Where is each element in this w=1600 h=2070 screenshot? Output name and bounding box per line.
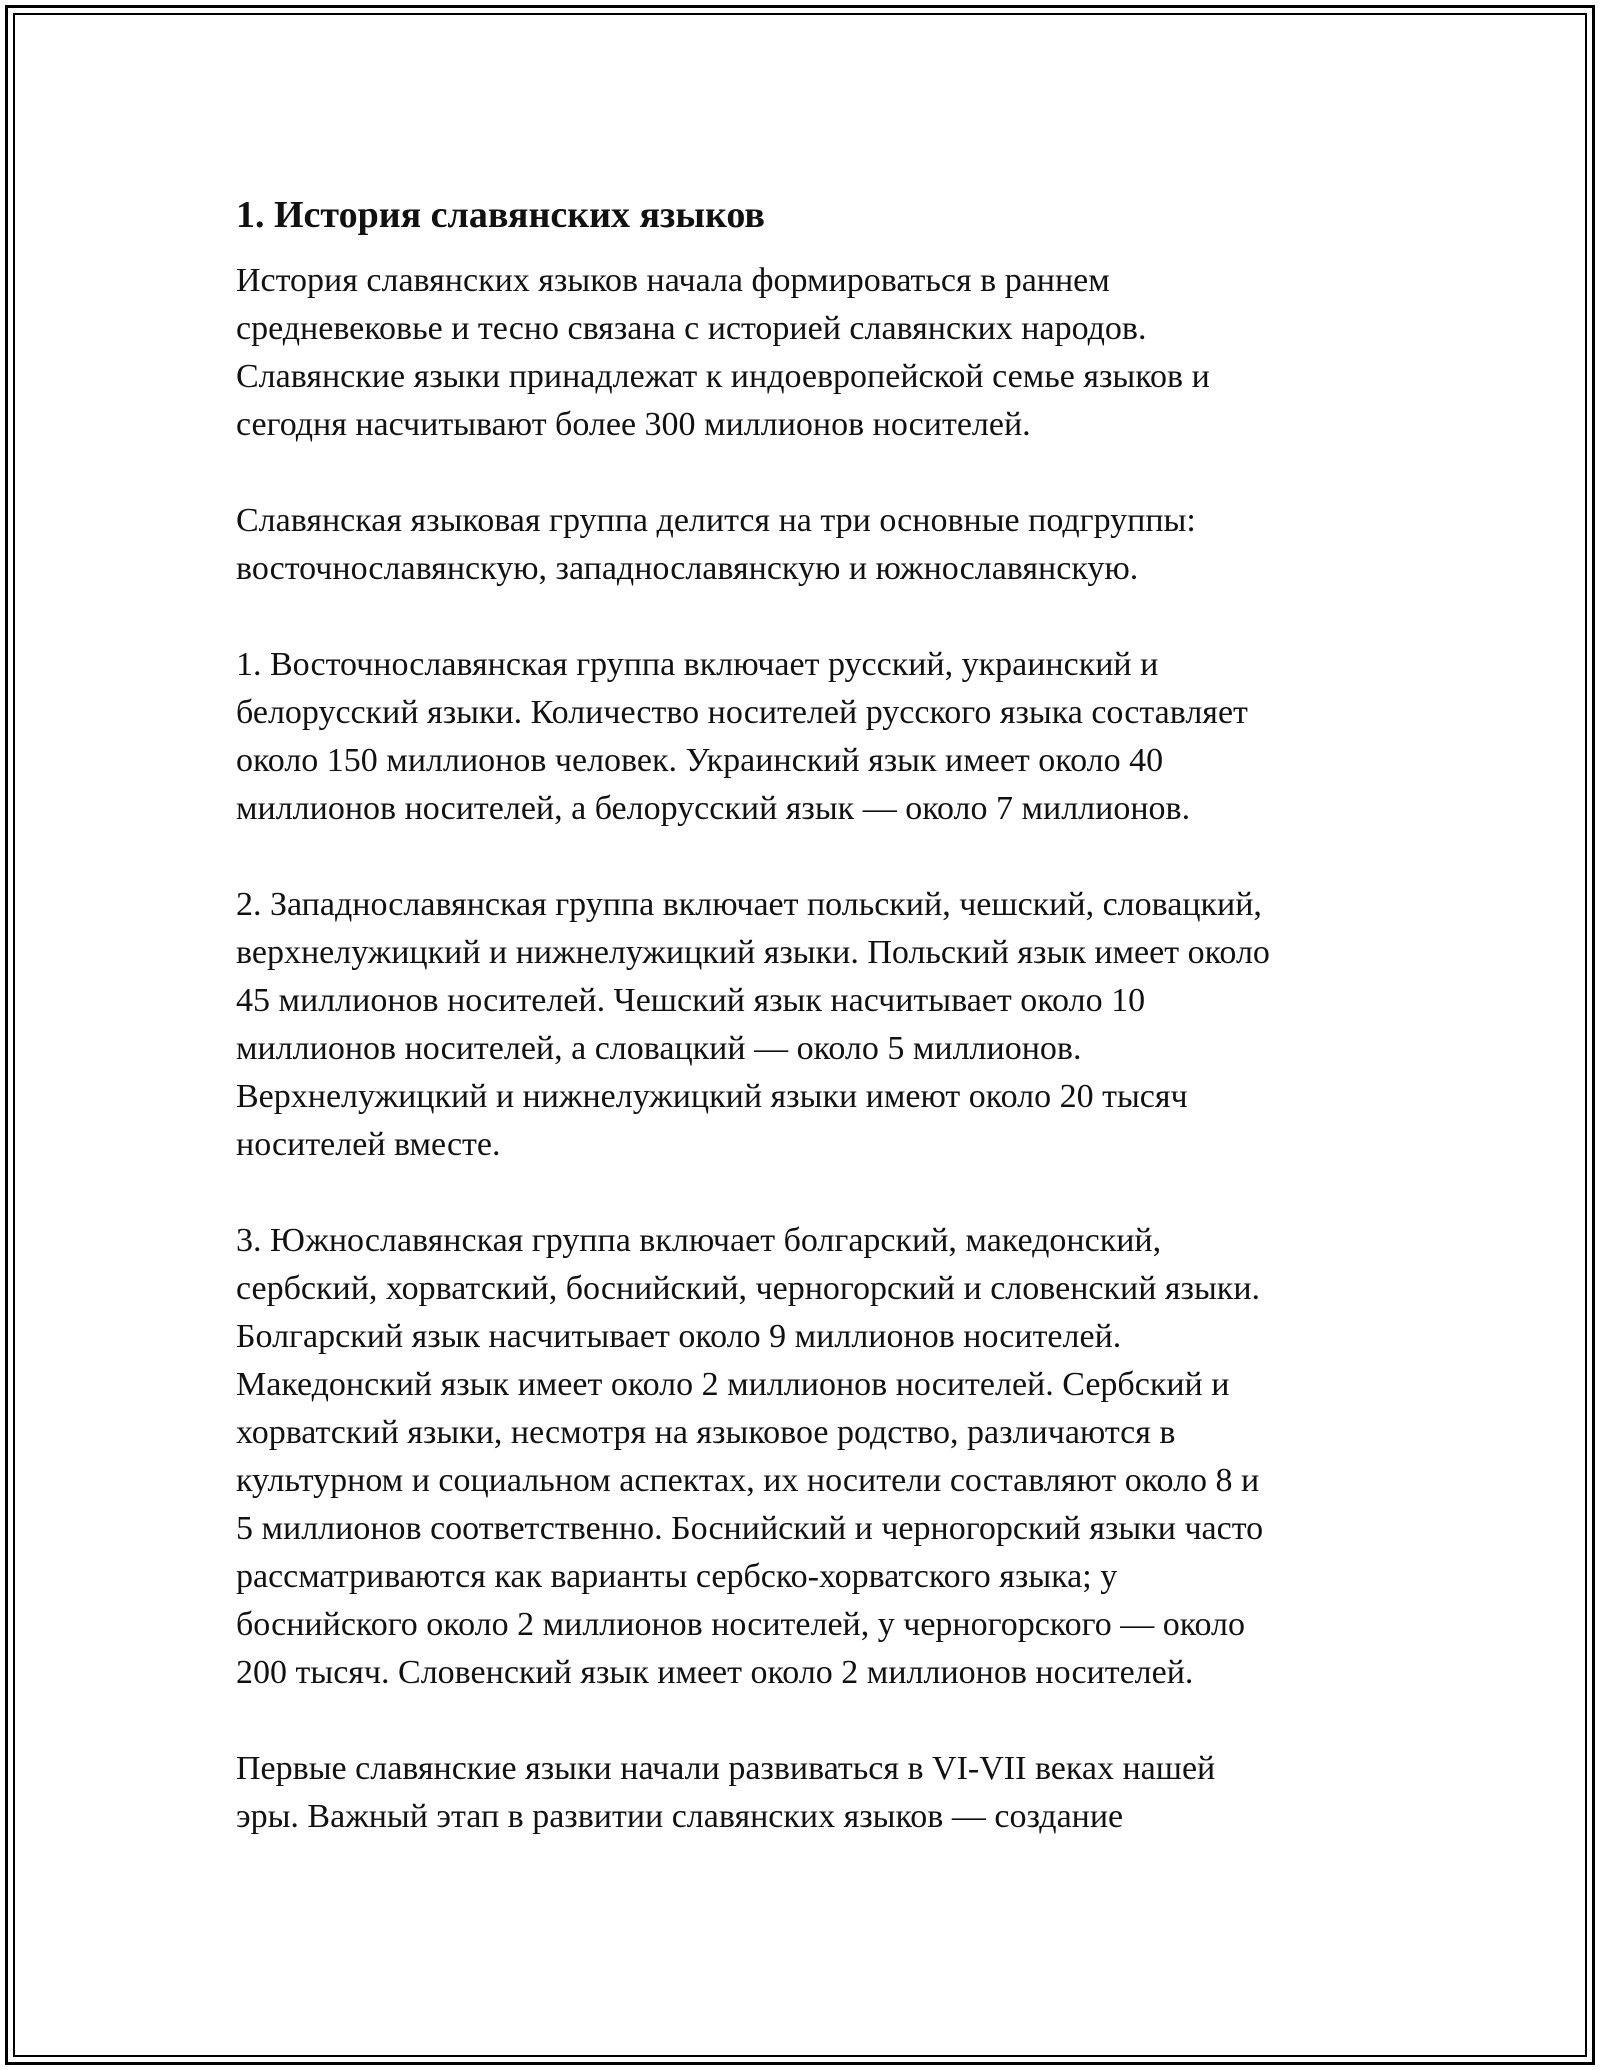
document-body bbox=[236, 187, 1376, 1841]
paragraph-intro: История славянских языков начала формироваться в раннем средневековье и тесно связана с историей славянских народов. Славянские языки принадлежат к индоевропейской семье языков и сегодня насчитывают более 300 миллионов носителей. bbox=[236, 262, 1210, 443]
paragraph-east-slavic: 1. Восточнославянская группа включает русский, украинский и белорусский языки. Количество носителей русского языка составляет около 150 миллионов человек. Украинский язык имеет около 40 миллионов носителей, а белорусский язык — около 7 миллионов. bbox=[236, 646, 1248, 827]
paragraph-subgroups: Славянская языковая группа делится на три основные подгруппы: восточнославянскую, западнославянскую и южнославянскую. bbox=[236, 502, 1196, 587]
paragraph-south-slavic: 3. Южнославянская группа включает болгарский, македонский, сербский, хорватский, боснийский, черногорский и словенский языки. Болгарский язык насчитывает около 9 миллионов носителей. Македонский язык имеет около 2 миллионов носителей. Сербский и хорватский языки, несмотря на языковое родство, различаются в культурном и социальном аспектах, их носители составляют около 8 и 5 миллионов соответственно. Боснийский и черногорский языки часто рассматриваются как варианты сербско-хорватского языка; у боснийского около 2 миллионов носителей, у черногорского — около 200 тысяч. Словенский язык имеет около 2 миллионов носителей. bbox=[236, 1222, 1264, 1691]
section-heading: 1. История славянских языков bbox=[236, 194, 765, 236]
paragraph-early-history: Первые славянские языки начали развиваться в VI-VII веках нашей эры. Важный этап в развитии славянских языков — создание bbox=[236, 1750, 1216, 1835]
paragraph-west-slavic: 2. Западнославянская группа включает польский, чешский, словацкий, верхнелужицкий и нижнелужицкий языки. Польский язык имеет около 45 миллионов носителей. Чешский язык насчитывает около 10 миллионов носителей, а словацкий — около 5 миллионов. Верхнелужицкий и нижнелужицкий языки имеют около 20 тысяч носителей вместе. bbox=[236, 886, 1270, 1163]
